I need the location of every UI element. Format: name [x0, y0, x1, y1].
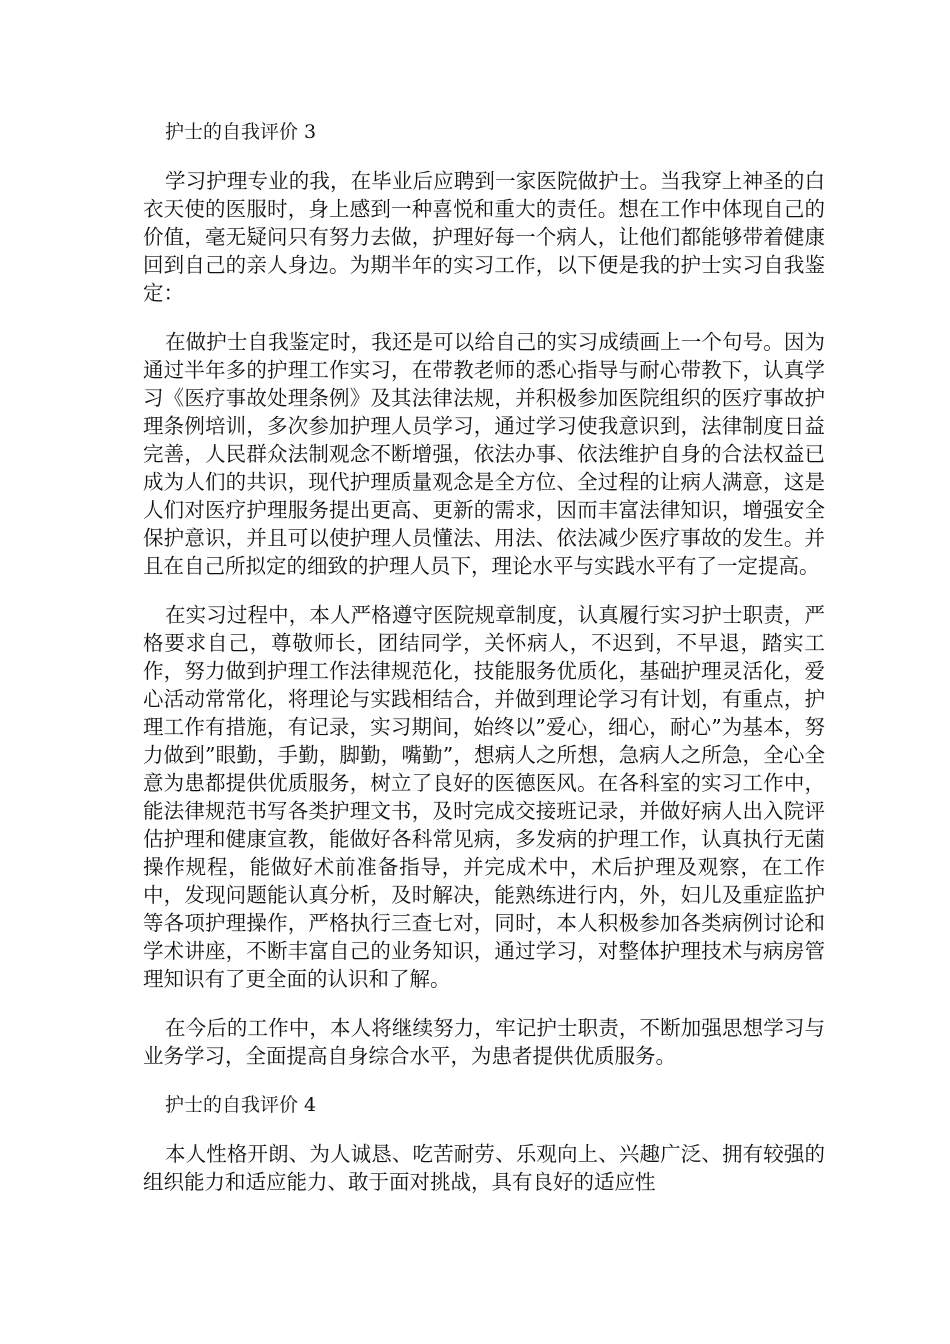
- section-heading: 护士的自我评价 4: [165, 1094, 317, 1116]
- paragraph: 在实习过程中，本人严格遵守医院规章制度，认真履行实习护士职责，严格要求自己，尊敬师长，团结同学，关怀病人，不迟到，不早退，踏实工作，努力做到护理工作法律规范化，技能服务优质化，基础护理灵活化，爱心活动常常化，将理论与实践相结合，并做到理论学习有计划，有重点，护理工作有措施，有记录，实习期间，始终以”爱心，细心，耐心”为基本，努力做到”眼勤，手勤，脚勤，嘴勤”，想病人之所想，急病人之所急，全心全意为患都提供优质服务，树立了良好的医德医风。在各科室的实习工作中，能法律规范书写各类护理文书，及时完成交接班记录，并做好病人出入院评估护理和健康宣教，能做好各科常见病，多发病的护理工作，认真执行无菌操作规程，能做好术前准备指导，并完成术中，术后护理及观察，在工作中，发现问题能认真分析，及时解决，能熟练进行内，外，妇儿及重症监护等各项护理操作，严格执行三查七对，同时，本人积极参加各类病例讨论和学术讲座，不断丰富自己的业务知识，通过学习，对整体护理技术与病房管理知识有了更全面的认识和了解。: [143, 603, 825, 991]
- section-heading: 护士的自我评价 3: [165, 121, 317, 143]
- paragraph: 本人性格开朗、为人诚恳、吃苦耐劳、乐观向上、兴趣广泛、拥有较强的组织能力和适应能力、敢于面对挑战，具有良好的适应性: [143, 1142, 825, 1194]
- document-page: [143, 118, 825, 1196]
- paragraph: 学习护理专业的我，在毕业后应聘到一家医院做护士。当我穿上神圣的白衣天使的医服时，身上感到一种喜悦和重大的责任。想在工作中体现自己的价值，毫无疑问只有努力去做，护理好每一个病人，让他们都能够带着健康回到自己的亲人身边。为期半年的实习工作，以下便是我的护士实习自我鉴定：: [143, 169, 825, 305]
- paragraph: 在做护士自我鉴定时，我还是可以给自己的实习成绩画上一个句号。因为通过半年多的护理工作实习，在带教老师的悉心指导与耐心带教下，认真学习《医疗事故处理条例》及其法律法规，并积极参加医院组织的医疗事故护理条例培训，多次参加护理人员学习，通过学习使我意识到，法律制度日益完善，人民群众法制观念不断增强，依法办事、依法维护自身的合法权益已成为人们的共识，现代护理质量观念是全方位、全过程的让病人满意，这是人们对医疗护理服务提出更高、更新的需求，因而丰富法律知识，增强安全保护意识，并且可以使护理人员懂法、用法、依法减少医疗事故的发生。并且在自己所拟定的细致的护理人员下，理论水平与实践水平有了一定提高。: [143, 330, 825, 578]
- paragraph: 在今后的工作中，本人将继续努力，牢记护士职责，不断加强思想学习与业务学习，全面提高自身综合水平，为患者提供优质服务。: [143, 1016, 825, 1068]
